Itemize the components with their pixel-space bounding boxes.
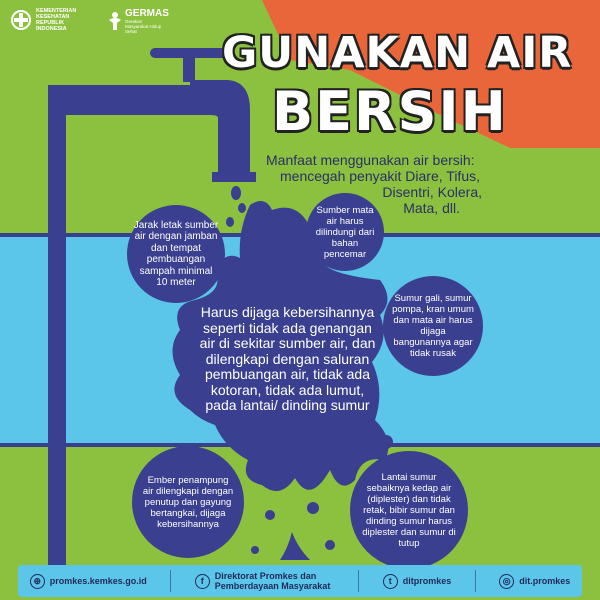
benefit-line2: mencegah penyakit Diare, Tifus, <box>280 168 480 184</box>
tip-jarak-text: Jarak letak sumber air dengan jamban dan tempat pembuangan sampah minimal 10 meter <box>133 219 219 288</box>
benefit-line3: Disentri, Kolera, <box>382 184 482 200</box>
tip-ember-bubble <box>132 446 244 558</box>
footer-twitter[interactable] <box>383 574 452 589</box>
footer-website[interactable] <box>30 574 147 589</box>
footer-divider <box>170 570 171 592</box>
benefit-text <box>266 152 486 216</box>
tap-handle <box>150 48 230 58</box>
pipe-horizontal <box>48 85 208 115</box>
globe-icon: ⊕ <box>30 574 45 589</box>
tip-ember-text: Ember penampung air dilengkapi dengan penutup dan gayung bertangkai, dijaga kebersihannya <box>142 474 234 530</box>
benefit-line1: Manfaat menggunakan air bersih: <box>266 152 475 168</box>
instagram-icon: ◎ <box>499 574 514 589</box>
footer-divider <box>358 570 359 592</box>
tip-center-text: Harus dijaga kebersihannya seperti tidak ada genangan air di sekitar sumber air, dan dilengkapi dengan saluran pembuangan air, tidak ada kotoran, tidak ada lumut, pada lantai/ dinding sumur <box>199 304 376 413</box>
tip-lantai-text: Lantai sumur sebaiknya kedap air (diplester) dan tidak retak, bibir sumur dan dinding sumur harus diplester dan sumur di tutup <box>362 471 456 549</box>
tip-sumber-text: Sumber mata air harus dilindungi dari bahan pencemar <box>315 204 375 260</box>
footer-instagram-text: dit.promkes <box>519 576 571 586</box>
twitter-icon: t <box>383 574 398 589</box>
footer-instagram[interactable] <box>499 574 570 589</box>
kemenkes-logo <box>10 8 84 32</box>
footer-bar <box>18 565 582 597</box>
tip-sumur-gali-text: Sumur gali, sumur pompa, kran umum dan mata air harus dijaga bangunannya agar tidak rusak <box>392 293 474 359</box>
footer-facebook[interactable] <box>195 571 335 591</box>
tip-lantai-bubble <box>350 451 468 569</box>
title-line1: GUNAKAN AIR <box>222 28 573 78</box>
footer-facebook-text: Direktorat Promkes dan Pemberdayaan Masyarakat <box>214 571 331 591</box>
footer-twitter-text: ditpromkes <box>402 576 452 586</box>
tip-sumber-bubble <box>306 193 384 271</box>
kemenkes-text: KEMENTERIAN KESEHATAN REPUBLIK INDONESIA <box>36 8 77 32</box>
tip-sumur-gali-bubble <box>383 276 483 376</box>
footer-website-text: promkes.kemkes.go.id <box>49 576 147 586</box>
germas-title: GERMAS <box>125 8 169 19</box>
tap-spout <box>190 80 250 178</box>
germas-figure-icon <box>108 12 122 30</box>
title-line2: BERSIH <box>272 80 508 143</box>
benefit-line4: Mata, dll. <box>403 200 460 216</box>
footer-divider <box>475 570 476 592</box>
tip-jarak-bubble <box>127 205 225 303</box>
pipe-vertical <box>48 85 66 565</box>
facebook-icon: f <box>195 574 210 589</box>
kemenkes-emblem-icon <box>10 9 32 31</box>
germas-subtitle: Gerakan Masyarakat Hidup Sehat <box>125 19 162 34</box>
germas-logo <box>108 8 169 34</box>
